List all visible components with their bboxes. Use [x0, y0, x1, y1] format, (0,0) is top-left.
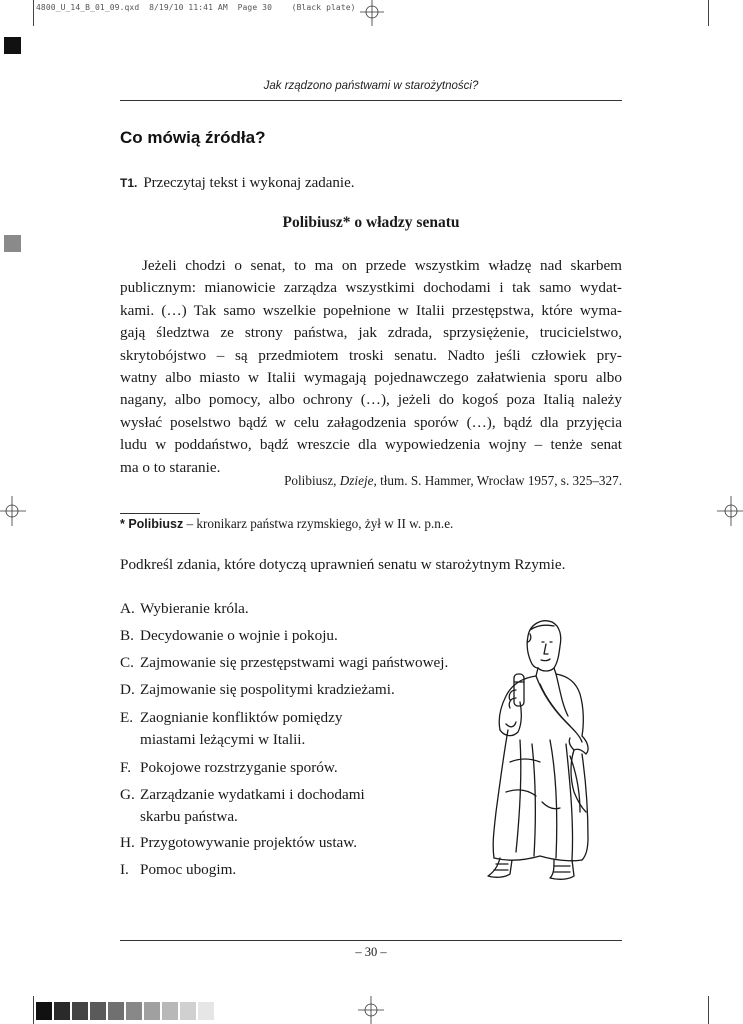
citation-author: Polibiusz, — [284, 473, 337, 488]
option-text: Pomoc ubogim. — [140, 861, 237, 878]
calibration-swatch — [108, 1002, 124, 1020]
option-letter: F. — [120, 759, 132, 776]
option-text: Zarządzanie wydatkami i dochodami — [140, 786, 365, 803]
option-f[interactable] — [120, 757, 338, 779]
source-citation — [120, 473, 622, 489]
registration-square-black — [4, 37, 21, 54]
option-i[interactable] — [120, 859, 236, 881]
footnote — [120, 516, 453, 532]
source-line: skrytobójstwo – są przedmiotem troski senatu. Nadto jeśli człowiek pry- — [120, 346, 622, 364]
option-c[interactable] — [120, 652, 448, 674]
source-line: wysłać poselstwo bądź w celu załagodzenia sporów (…), bądź dla przyjęcia — [120, 413, 622, 431]
crop-mark-top-left — [33, 0, 34, 26]
source-line: gają śledztwa ze strony państwa, jak zdrada, sprzysiężenie, trucicielstwo, — [120, 324, 622, 342]
option-letter: D. — [120, 681, 135, 698]
source-line: kami. (…) Tak samo wszelkie popełnione w Italii przestępstwa, które wyma- — [120, 301, 622, 319]
option-h[interactable] — [120, 832, 357, 854]
option-text: Przygotowywanie projektów ustaw. — [140, 834, 358, 851]
option-text: Wybieranie króla. — [140, 600, 249, 617]
option-text-continued: skarbu państwa. — [140, 808, 238, 825]
crop-mark-bottom-right — [708, 996, 709, 1024]
registration-target-bottom-icon — [356, 996, 386, 1024]
footnote-rule — [120, 513, 200, 514]
option-d[interactable] — [120, 679, 395, 701]
option-e[interactable] — [120, 707, 342, 751]
calibration-swatch — [198, 1002, 214, 1020]
task-instruction — [120, 175, 355, 192]
option-text: Decydowanie o wojnie i pokoju. — [140, 627, 338, 644]
calibration-swatch — [180, 1002, 196, 1020]
option-letter: B. — [120, 627, 134, 644]
section-heading: Co mówią źródła? — [120, 128, 266, 147]
option-g[interactable] — [120, 784, 365, 828]
exercise-instruction: Podkreśl zdania, które dotyczą uprawnień senatu w starożytnym Rzymie. — [120, 556, 566, 573]
task-label: T1. — [120, 176, 138, 190]
option-text-continued: miastami leżącymi w Italii. — [140, 731, 306, 748]
header-rule — [120, 100, 622, 101]
calibration-swatch — [144, 1002, 160, 1020]
running-head: Jak rządzono państwami w starożytności? — [263, 80, 479, 92]
source-line: watny albo miasto w Italii wymagają pojednawczego załatwienia sporu albo — [120, 369, 622, 387]
source-paragraph — [120, 255, 622, 479]
calibration-swatch — [36, 1002, 52, 1020]
option-letter: C. — [120, 654, 134, 671]
option-text: Zajmowanie się przestępstwami wagi państwowej. — [140, 654, 449, 671]
calibration-swatch — [72, 1002, 88, 1020]
citation-details: , tłum. S. Hammer, Wrocław 1957, s. 325–327. — [373, 473, 622, 488]
print-slug: 4800_U_14_B_01_09.qxd 8/19/10 11:41 AM Page 30 (Black plate) — [36, 3, 356, 12]
registration-target-right-icon — [717, 496, 743, 526]
option-letter: G. — [120, 786, 135, 803]
option-a[interactable] — [120, 598, 249, 620]
calibration-swatch — [162, 1002, 178, 1020]
source-line: ma o to staranie. — [120, 458, 221, 476]
option-text: Zaognianie konfliktów pomiędzy — [140, 709, 343, 726]
color-calibration-strip — [36, 1002, 216, 1020]
option-b[interactable] — [120, 625, 338, 647]
option-letter: E. — [120, 709, 134, 726]
registration-target-top-icon — [358, 0, 386, 26]
page-number: – 30 – — [355, 945, 387, 959]
option-letter: H. — [120, 834, 135, 851]
footnote-text: – kronikarz państwa rzymskiego, żył w II w. p.n.e. — [183, 516, 454, 531]
calibration-swatch — [54, 1002, 70, 1020]
source-line: ludu w poddaństwo, bądź wreszcie dla wypowiedzenia wojny – tenże senat — [120, 436, 622, 454]
source-line: publicznym: mianowicie zarządza wszystkimi dochodami i tak samo wydat- — [120, 279, 622, 297]
footnote-term: * Polibiusz — [120, 517, 184, 531]
registration-square-gray — [4, 235, 21, 252]
option-letter: A. — [120, 600, 135, 617]
calibration-swatch — [90, 1002, 106, 1020]
crop-mark-top-right — [708, 0, 709, 26]
source-line: Jeżeli chodzi o senat, to ma on przede wszystkim władzę nad skarbem — [142, 257, 622, 274]
registration-target-left-icon — [0, 496, 26, 526]
roman-senator-illustration — [470, 612, 600, 884]
option-letter: I. — [120, 861, 129, 878]
footer-rule — [120, 940, 622, 941]
crop-mark-bottom-left — [33, 996, 34, 1024]
citation-work: Dzieje — [339, 473, 374, 488]
option-text: Pokojowe rozstrzyganie sporów. — [140, 759, 338, 776]
source-line: nagany, albo pomocy, albo ochrony (…), jeżeli do kogoś poza Italią należy — [120, 391, 622, 409]
calibration-swatch — [126, 1002, 142, 1020]
task-text: Przeczytaj tekst i wykonaj zadanie. — [143, 175, 355, 191]
option-text: Zajmowanie się pospolitymi kradzieżami. — [140, 681, 395, 698]
source-title: Polibiusz* o władzy senatu — [282, 214, 460, 231]
